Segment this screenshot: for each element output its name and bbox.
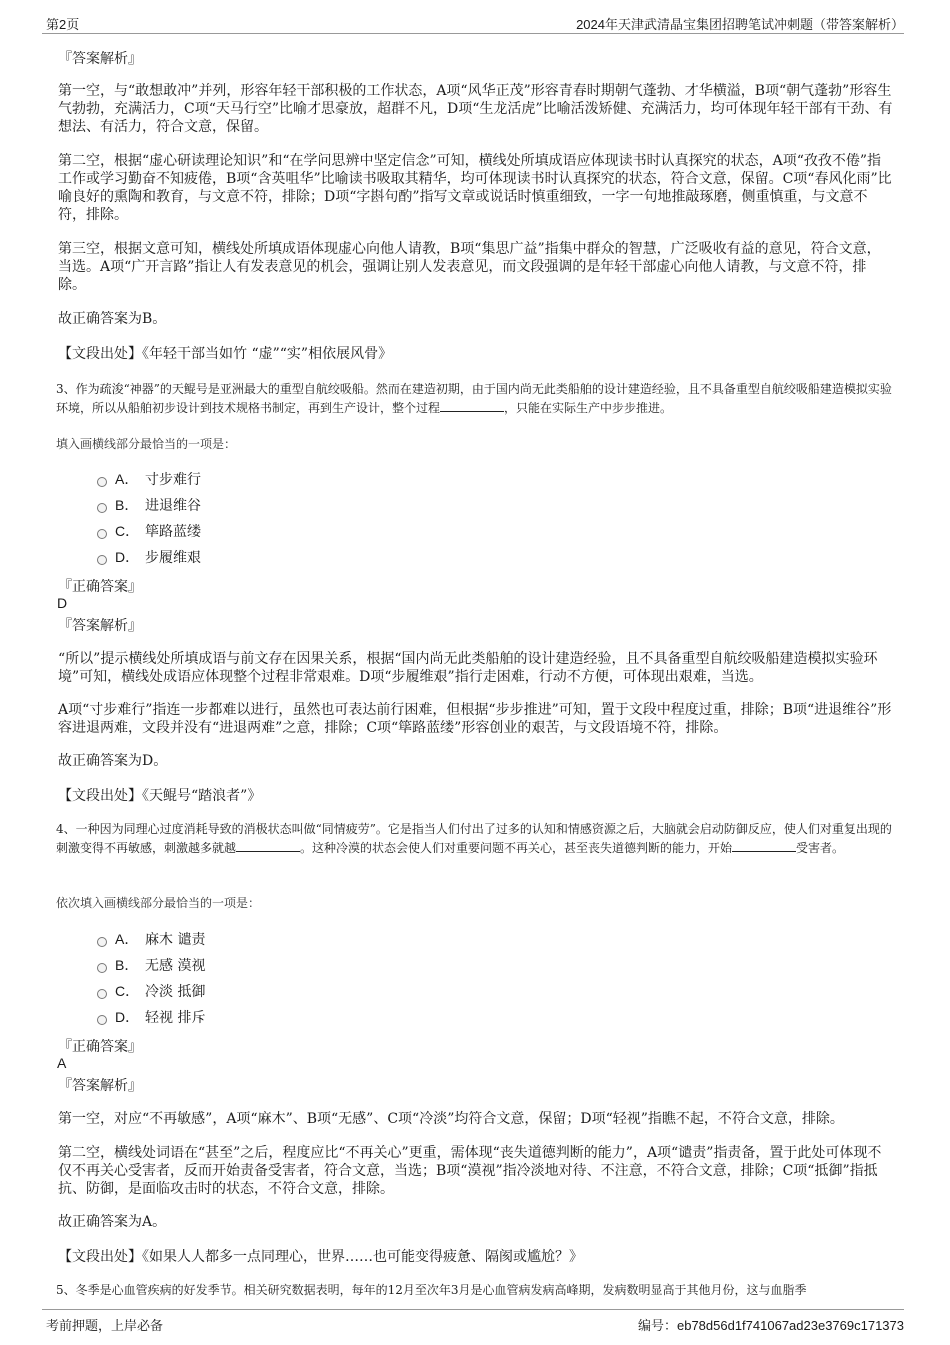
q4-option-a[interactable]: A． 麻木 谴责 bbox=[97, 929, 205, 949]
page-header bbox=[42, 10, 904, 34]
q4-prompt: 依次填入画横线部分最恰当的一项是： bbox=[56, 896, 261, 910]
q3-prompt: 填入画横线部分最恰当的一项是： bbox=[56, 437, 237, 451]
q3-blank bbox=[440, 400, 504, 412]
q3-option-d[interactable]: D． 步履维艰 bbox=[97, 547, 201, 567]
radio-icon[interactable] bbox=[97, 477, 107, 487]
radio-icon[interactable] bbox=[97, 963, 107, 973]
q4-option-d[interactable]: D． 轻视 排斥 bbox=[97, 1007, 205, 1027]
q3-source: 【文段出处】《天鲲号“踏浪者”》 bbox=[58, 788, 262, 804]
q2-analysis-p2: 第二空，根据“虚心研读理论知识”和“在学问思辨中坚定信念”可知，横线处所填成语应体现读书时认真探究的状态，A项“孜孜不倦”指工作或学习勤奋不知疲倦，B项“含英咀华”比喻读书吸取其精华，均可体现读书时认真探究的状态，符合文意，保留。C项“春风化雨”比喻良好的熏陶和教育，与文意不符，排除；D项“字斟句酌”指写文章或说话时慎重细致，一字一句地推敲琢磨，侧重慎重，与文意不符，排除。 bbox=[58, 153, 892, 223]
q4-answer: A bbox=[57, 1055, 67, 1071]
document-id: 编号：eb78d56d1f741067ad23e3769c171373 bbox=[637, 1318, 904, 1333]
q3-correct-label: 『正确答案』 bbox=[58, 579, 142, 595]
q2-analysis-label: 『答案解析』 bbox=[58, 51, 142, 67]
q3-analysis-p2: A项“寸步难行”指连一步都难以进行，虽然也可表达前行困难，但根据“步步推进”可知，置于文段中程度过重，排除；B项“进退维谷”形容进退两难，文段并没有“进退两难”之意，排除；C项“筚路蓝缕”形容创业的艰苦，与文段语境不符，排除。 bbox=[58, 702, 892, 736]
q4-option-b[interactable]: B． 无感 漠视 bbox=[97, 955, 205, 975]
document-title: 2024年天津武清晶宝集团招聘笔试冲刺题（带答案解析） bbox=[576, 17, 904, 32]
q3-conclusion: 故正确答案为D。 bbox=[58, 753, 168, 769]
radio-icon[interactable] bbox=[97, 989, 107, 999]
q4-analysis-p1: 第一空，对应“不再敏感”，A项“麻木”、B项“无感”、C项“冷淡”均符合文意，保留；D项“轻视”指瞧不起，不符合文意，排除。 bbox=[58, 1111, 844, 1127]
q5-stem: 5、冬季是心血管疾病的好发季节。相关研究数据表明，每年的12月至次年3月是心血管病发病高峰期，发病数明显高于其他月份，这与血脂季 bbox=[56, 1283, 807, 1297]
footer-slogan: 考前押题，上岸必备 bbox=[46, 1318, 164, 1333]
q4-stem: 4、一种因为同理心过度消耗导致的消极状态叫做“同情疲劳”。它是指当人们付出了过多的认知和情感资源之后，大脑就会启动防御反应，使人们对重复出现的刺激变得不再敏感，刺激越多就越 。这种冷漠的状态会使人们对重要问题不再关心，甚至丧失道德判断的能力，开始 受害者。 bbox=[56, 822, 892, 855]
radio-icon[interactable] bbox=[97, 555, 107, 565]
q4-analysis-label: 『答案解析』 bbox=[58, 1078, 142, 1094]
radio-icon[interactable] bbox=[97, 937, 107, 947]
q4-blank-2 bbox=[732, 840, 796, 852]
q2-conclusion: 故正确答案为B。 bbox=[58, 311, 167, 327]
q3-analysis-label: 『答案解析』 bbox=[58, 618, 142, 634]
q4-option-c[interactable]: C． 冷淡 抵御 bbox=[97, 981, 205, 1001]
q2-source: 【文段出处】《年轻干部当如竹 “虚”“实”相依展风骨》 bbox=[58, 346, 393, 362]
q4-blank-1 bbox=[236, 840, 300, 852]
q2-analysis-p3: 第三空，根据文意可知，横线处所填成语体现虚心向他人请教，B项“集思广益”指集中群众的智慧，广泛吸收有益的意见，符合文意，当选。A项“广开言路”指让人有发表意见的机会，强调让别人发表意见，而文段强调的是年轻干部虚心向他人请教，与文意不符，排除。 bbox=[58, 241, 881, 293]
q4-correct-label: 『正确答案』 bbox=[58, 1039, 142, 1055]
q3-option-b[interactable]: B． 进退维谷 bbox=[97, 495, 201, 515]
q3-option-c[interactable]: C． 筚路蓝缕 bbox=[97, 521, 201, 541]
page-number: 第2页 bbox=[46, 17, 80, 32]
page-footer bbox=[42, 1309, 904, 1335]
q2-analysis-p1: 第一空，与“敢想敢冲”并列，形容年轻干部积极的工作状态，A项“风华正茂”形容青春时期朝气蓬勃、才华横溢，B项“朝气蓬勃”形容生气勃勃，充满活力，C项“天马行空”比喻才思豪放，超群不凡，D项“生龙活虎”比喻活泼矫健、充满活力，均可体现年轻干部有干劲、有想法、有活力，符合文意，保留。 bbox=[58, 83, 893, 135]
q4-source: 【文段出处】《如果人人都多一点同理心，世界……也可能变得疲惫、隔阂或尴尬？》 bbox=[58, 1249, 583, 1265]
q4-conclusion: 故正确答案为A。 bbox=[58, 1214, 167, 1230]
q3-stem: 3、作为疏浚“神器”的天鲲号是亚洲最大的重型自航绞吸船。然而在建造初期，由于国内尚无此类船舶的设计建造经验，且不具备重型自航绞吸船建造模拟实验环境，所以从船舶初步设计到技术规格书制定，再到生产设计，整个过程 ，只能在实际生产中步步推进。 bbox=[56, 382, 892, 415]
q4-analysis-p2: 第二空，横线处词语在“甚至”之后，程度应比“不再关心”更重，需体现“丧失道德判断的能力”，A项“谴责”指责备，置于此处可体现不仅不再关心受害者，反而开始责备受害者，符合文意，当选；B项“漠视”指冷淡地对待、不注意，不符合文意，排除；C项“抵御”指抵抗、防御，是面临攻击时的状态，不符合文意，排除。 bbox=[58, 1145, 882, 1197]
q3-option-a[interactable]: A． 寸步难行 bbox=[97, 469, 201, 489]
radio-icon[interactable] bbox=[97, 1015, 107, 1025]
q3-answer: D bbox=[57, 595, 68, 611]
q3-analysis-p1: “所以”提示横线处所填成语与前文存在因果关系，根据“国内尚无此类船舶的设计建造经验，且不具备重型自航绞吸船建造模拟实验环境”可知，横线处成语应体现整个过程非常艰难。D项“步履维艰”指行走困难，行动不方便，可体现出艰难，当选。 bbox=[58, 651, 878, 685]
radio-icon[interactable] bbox=[97, 503, 107, 513]
radio-icon[interactable] bbox=[97, 529, 107, 539]
